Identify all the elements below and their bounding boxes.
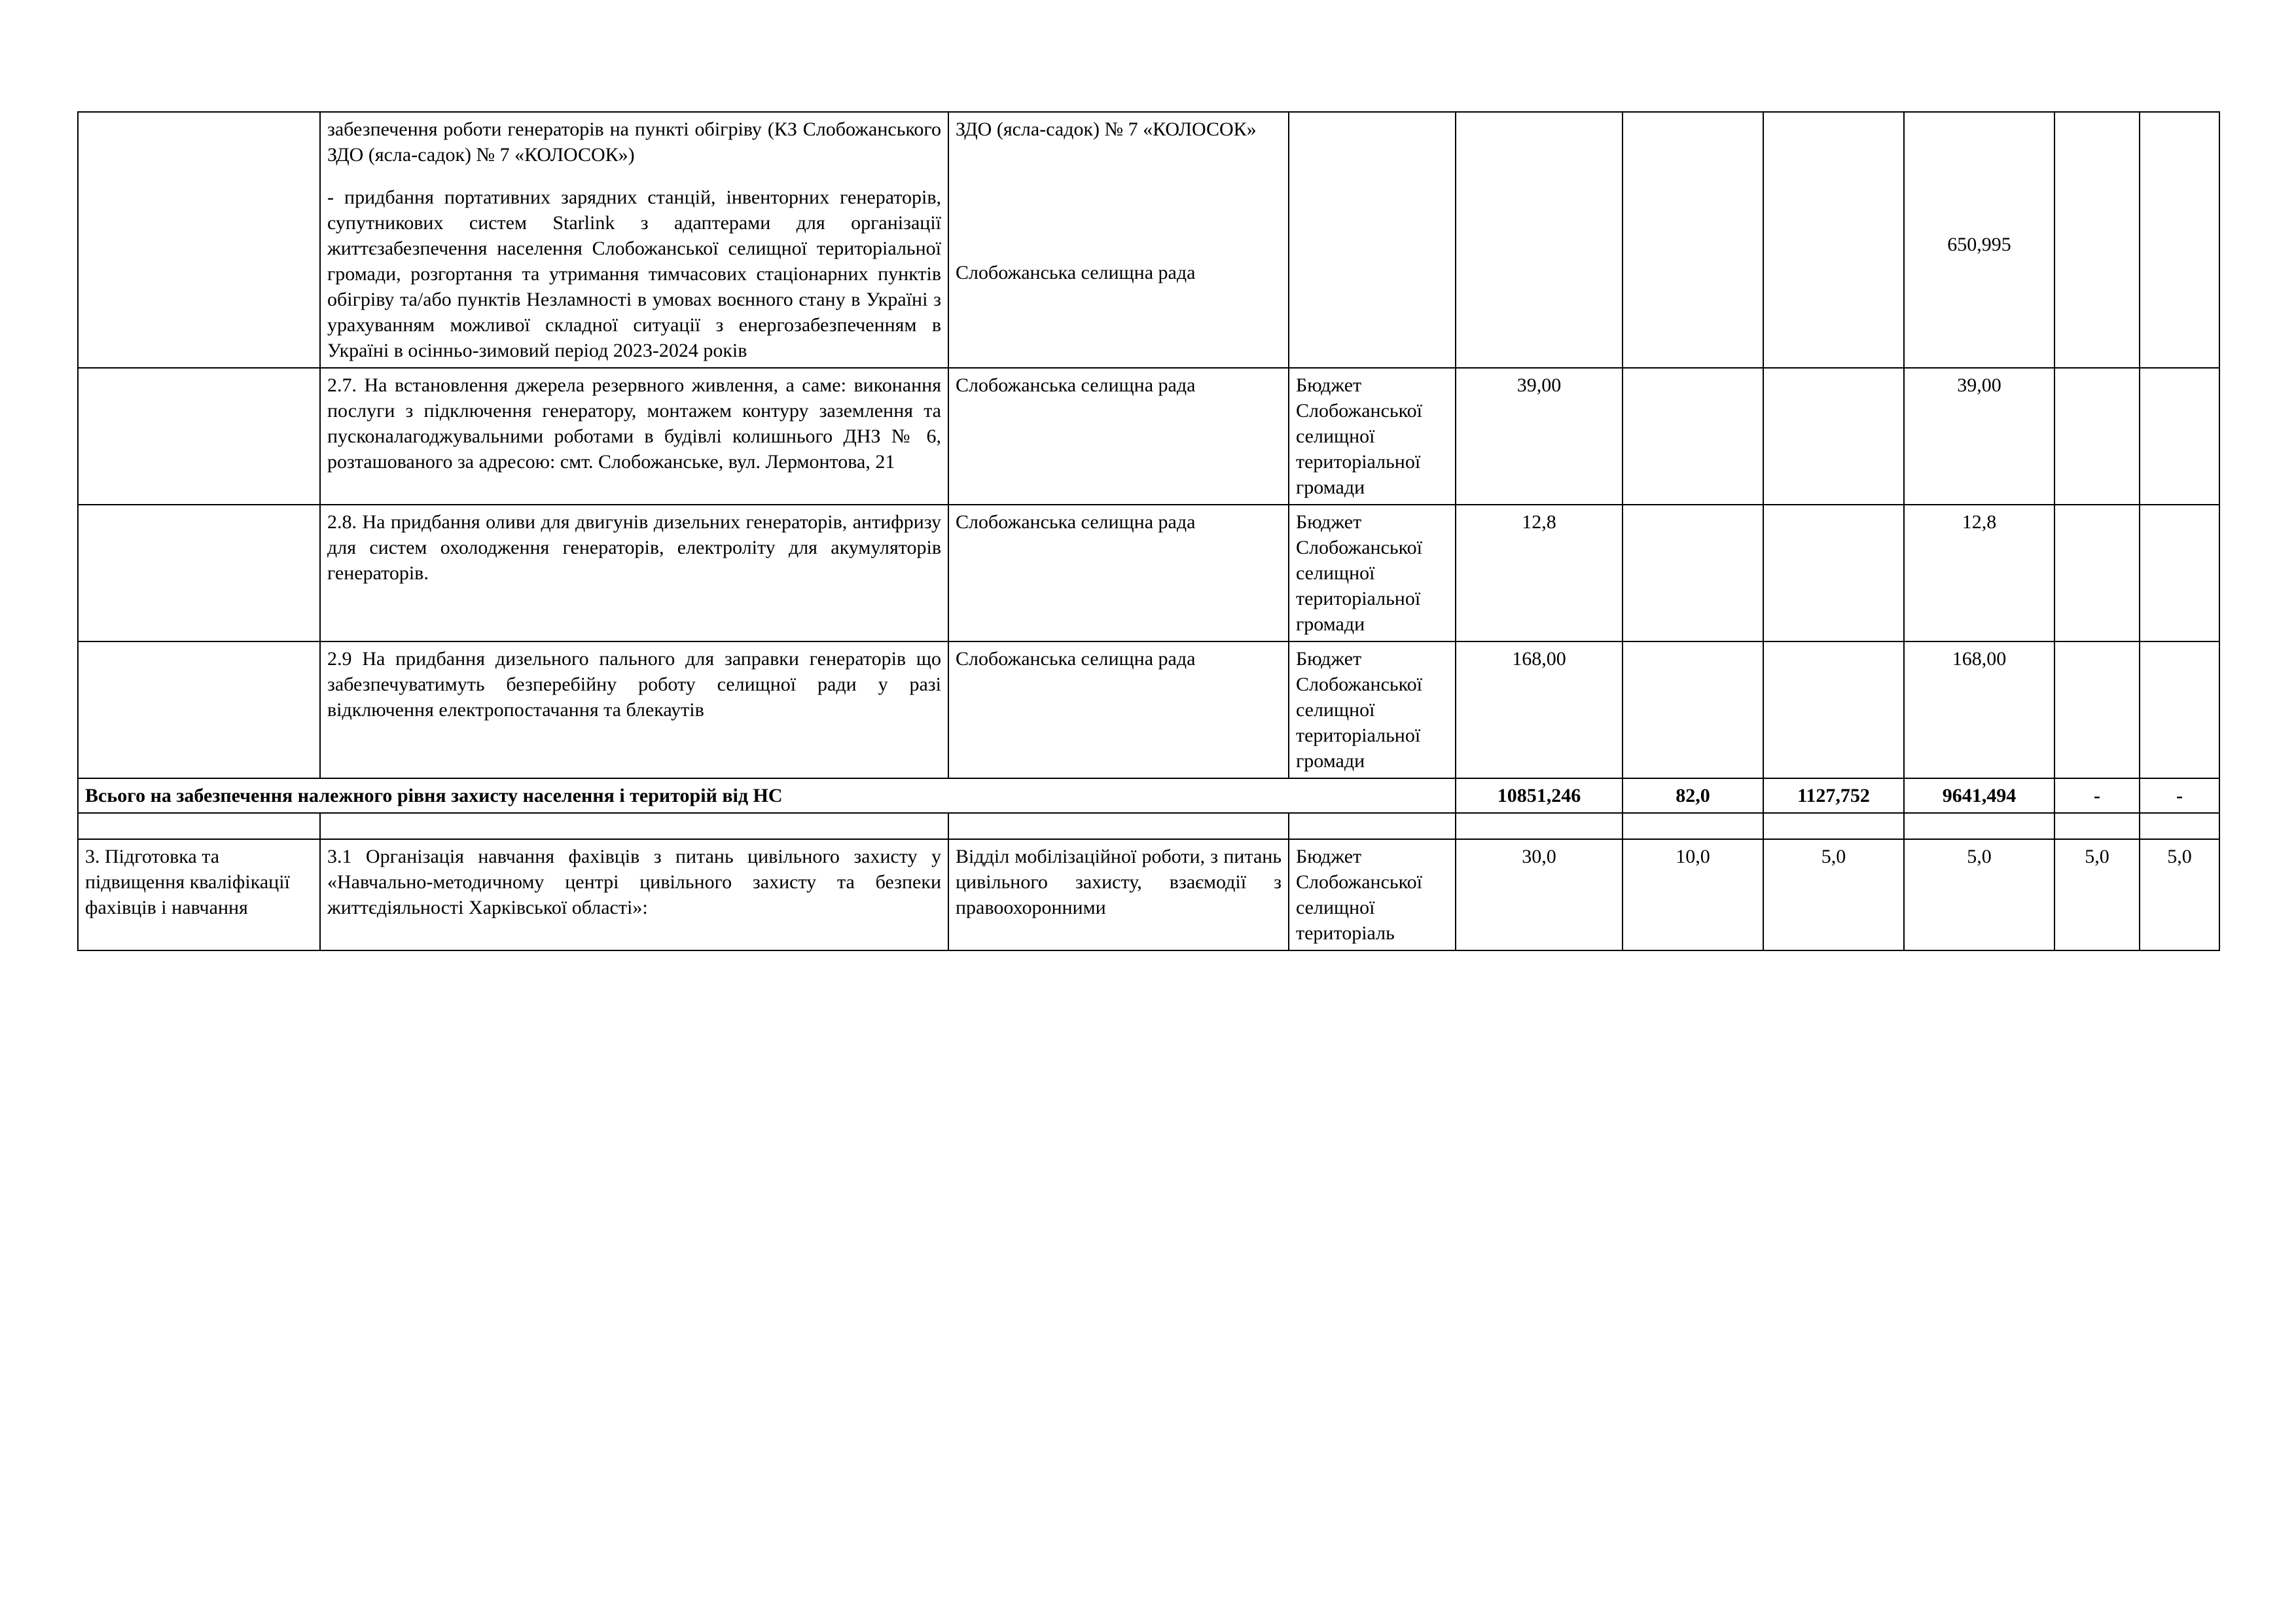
spacer-cell <box>1456 813 1623 839</box>
cell-section-name <box>78 505 320 641</box>
cell-funding-source: Бюджет Слобожанської селищної територіальної громади <box>1289 368 1456 505</box>
cell-measure-description: 3.1 Організація навчання фахівців з питань цивільного захисту у «Навчально-методичному центрі цивільного захисту та безпеки життєдіяльності Харківської області»: <box>320 839 948 950</box>
cell-year-3: 5,0 <box>1904 839 2054 950</box>
cell-year-3: 168,00 <box>1904 641 2054 778</box>
cell-section-name <box>78 368 320 505</box>
cell-year-1 <box>1623 505 1763 641</box>
table-row <box>78 505 2219 641</box>
cell-year-4 <box>2054 505 2140 641</box>
spacer-cell <box>1904 813 2054 839</box>
cell-year-1 <box>1623 641 1763 778</box>
cell-section-name <box>78 641 320 778</box>
cell-measure-description <box>320 112 948 368</box>
measure-text-2: - придбання портативних зарядних станцій, інвенторних генераторів, супутникових систем Starlink з адаптерами для організації життєзабезпечення населення Слобожанської селищної територіальної громади, розгортання та утримання тимчасових стаціонарних пунктів обігріву та/або пунктів Незламності в умовах воєнного стану в Україні з урахуванням можливої складної ситуації з енергозабезпеченням в Україні в осінньо-зимовий період 2023-2024 років <box>327 187 941 361</box>
cell-executor: Відділ мобілізаційної роботи, з питань цивільного захисту, взаємодії з правоохоронними <box>948 839 1289 950</box>
cell-total-amount: 12,8 <box>1456 505 1623 641</box>
cell-year-5: 5,0 <box>2140 839 2219 950</box>
cell-measure-description: 2.7. На встановлення джерела резервного живлення, а саме: виконання послуги з підключення генератору, монтажем контуру заземлення та пусконалагоджувальними роботами в будівлі колишнього ДНЗ № 6, розташованого за адресою: смт. Слобожанське, вул. Лермонтова, 21 <box>320 368 948 505</box>
cell-year-2: 5,0 <box>1763 839 1904 950</box>
cell-year-5 <box>2140 368 2219 505</box>
total-year-5: - <box>2140 778 2219 813</box>
measure-text-1: забезпечення роботи генераторів на пункті обігріву (КЗ Слобожанського ЗДО (ясла-садок) № 7 «КОЛОСОК») <box>327 118 941 166</box>
spacer-cell <box>320 813 948 839</box>
cell-section-name: 3. Підготовка та підвищення кваліфікації фахівців і навчання <box>78 839 320 950</box>
cell-year-4 <box>2054 112 2140 368</box>
spacer-cell <box>2054 813 2140 839</box>
cell-year-3: 12,8 <box>1904 505 2054 641</box>
cell-funding-source: Бюджет Слобожанської селищної територіальної громади <box>1289 505 1456 641</box>
spacer-cell <box>2140 813 2219 839</box>
cell-executor: Слобожанська селищна рада <box>948 368 1289 505</box>
cell-year-4 <box>2054 641 2140 778</box>
total-label: Всього на забезпечення належного рівня захисту населення і територій від НС <box>78 778 1456 813</box>
cell-section-name <box>78 112 320 368</box>
spacer-cell <box>1289 813 1456 839</box>
budget-table <box>77 111 2220 951</box>
cell-year-1: 10,0 <box>1623 839 1763 950</box>
cell-year-2 <box>1763 112 1904 368</box>
cell-year-1 <box>1623 368 1763 505</box>
table-row <box>78 112 2219 368</box>
cell-year-1 <box>1623 112 1763 368</box>
cell-year-2 <box>1763 641 1904 778</box>
total-year-1: 82,0 <box>1623 778 1763 813</box>
cell-year-2 <box>1763 368 1904 505</box>
cell-year-2 <box>1763 505 1904 641</box>
table-row <box>78 839 2219 950</box>
cell-measure-description: 2.8. На придбання оливи для двигунів дизельних генераторів, антифризу для систем охолодження генераторів, електроліту для акумуляторів генераторів. <box>320 505 948 641</box>
table-spacer-row <box>78 813 2219 839</box>
cell-executor <box>948 112 1289 368</box>
cell-executor: Слобожанська селищна рада <box>948 505 1289 641</box>
cell-funding-source: Бюджет Слобожанської селищної територіаль <box>1289 839 1456 950</box>
executor-text-2: Слобожанська селищна рада <box>956 262 1196 283</box>
cell-measure-description: 2.9 На придбання дизельного пального для заправки генераторів що забезпечуватимуть безперебійну роботу селищної ради у разі відключення електропостачання та блекаутів <box>320 641 948 778</box>
total-amount: 10851,246 <box>1456 778 1623 813</box>
cell-year-5 <box>2140 641 2219 778</box>
cell-year-4 <box>2054 368 2140 505</box>
table-row <box>78 641 2219 778</box>
cell-year-5 <box>2140 112 2219 368</box>
cell-year-3 <box>1904 112 2054 368</box>
total-year-2: 1127,752 <box>1763 778 1904 813</box>
table-total-row <box>78 778 2219 813</box>
spacer-cell <box>1623 813 1763 839</box>
total-year-3: 9641,494 <box>1904 778 2054 813</box>
cell-total-amount: 39,00 <box>1456 368 1623 505</box>
table-row <box>78 368 2219 505</box>
cell-year-4: 5,0 <box>2054 839 2140 950</box>
cell-funding-source: Бюджет Слобожанської селищної територіальної громади <box>1289 641 1456 778</box>
cell-executor: Слобожанська селищна рада <box>948 641 1289 778</box>
year-3-value: 650,995 <box>1947 234 2011 255</box>
cell-total-amount: 168,00 <box>1456 641 1623 778</box>
spacer-cell <box>948 813 1289 839</box>
cell-total-amount: 30,0 <box>1456 839 1623 950</box>
total-year-4: - <box>2054 778 2140 813</box>
spacer-cell <box>1763 813 1904 839</box>
cell-total-amount <box>1456 112 1623 368</box>
cell-funding-source <box>1289 112 1456 368</box>
cell-year-5 <box>2140 505 2219 641</box>
cell-year-3: 39,00 <box>1904 368 2054 505</box>
spacer-cell <box>78 813 320 839</box>
executor-text-1: ЗДО (ясла-садок) № 7 «КОЛОСОК» <box>956 118 1257 140</box>
